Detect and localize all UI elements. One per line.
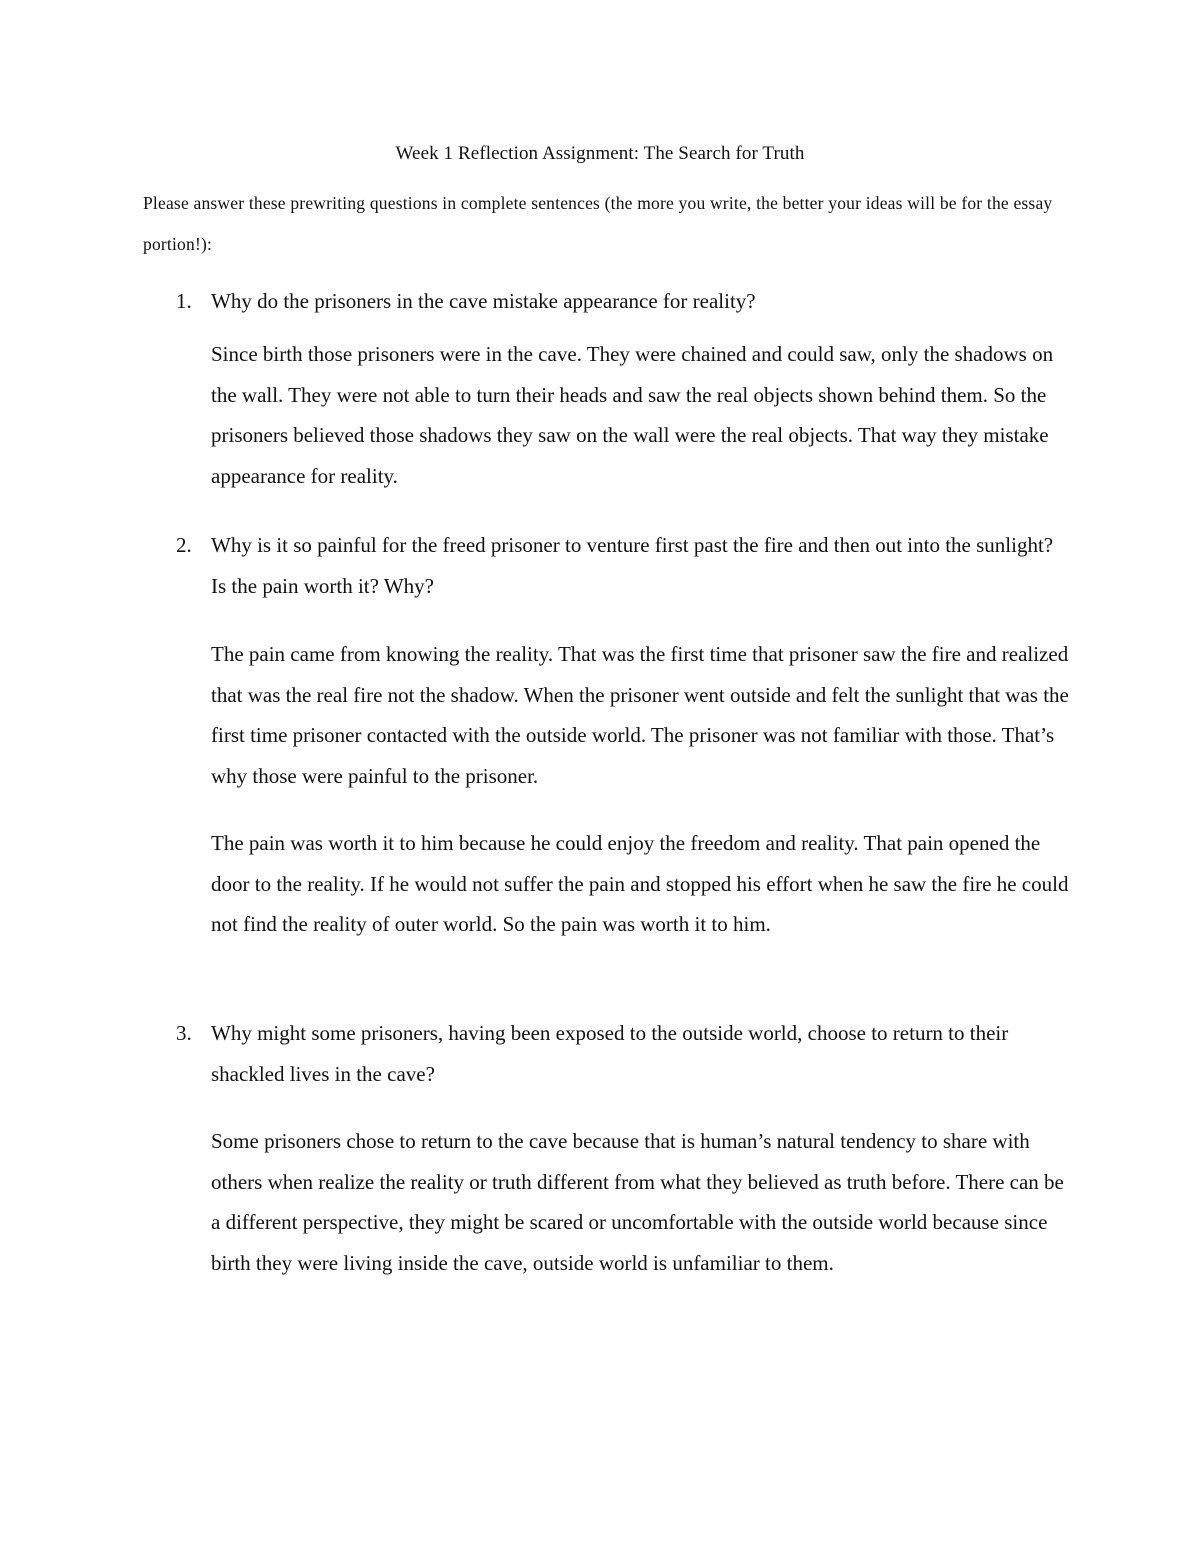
question-3	[143, 1013, 1073, 1094]
instructions-text: Please answer these prewriting questions in complete sentences (the more you write, the better your ideas will be for the essay portion!):	[143, 193, 1053, 254]
question-number: 3.	[176, 1021, 192, 1045]
question-text: Why might some prisoners, having been exposed to the outside world, choose to return to their shackled lives in the cave?	[211, 1021, 1009, 1086]
answer-3: Some prisoners chose to return to the cave because that is human’s natural tendency to share with others when realize the reality or truth different from what they believed as truth before. There can be a different perspective, they might be scared or uncomfortable with the outside world because since birth they were living inside the cave, outside world is unfamiliar to them.	[211, 1129, 1064, 1276]
question-number: 1.	[176, 289, 192, 313]
question-text: Why is it so painful for the freed prisoner to venture first past the fire and then out into the sunlight? Is the pain worth it? Why?	[211, 533, 1054, 598]
question-text: Why do the prisoners in the cave mistake appearance for reality?	[211, 289, 756, 313]
answer-2a: The pain came from knowing the reality. That was the first time that prisoner saw the fire and realized that was the real fire not the shadow. When the prisoner went outside and felt the sunlight that was the first time prisoner contacted with the outside world. The prisoner was not familiar with those. That’s why those were painful to the prisoner.	[211, 642, 1069, 789]
question-1	[143, 281, 1073, 322]
document-title: Week 1 Reflection Assignment: The Search for Truth	[395, 143, 805, 164]
answer-1: Since birth those prisoners were in the cave. They were chained and could saw, only the shadows on the wall. They were not able to turn their heads and saw the real objects shown behind them. So the prisoners believed those shadows they saw on the wall were the real objects. That way they mistake appearance for reality.	[211, 342, 1054, 489]
answer-2b: The pain was worth it to him because he could enjoy the freedom and reality. That pain opened the door to the reality. If he would not suffer the pain and stopped his effort when he saw the fire he could not find the reality of outer world. So the pain was worth it to him.	[211, 831, 1069, 937]
question-2	[143, 525, 1073, 606]
question-number: 2.	[176, 533, 192, 557]
